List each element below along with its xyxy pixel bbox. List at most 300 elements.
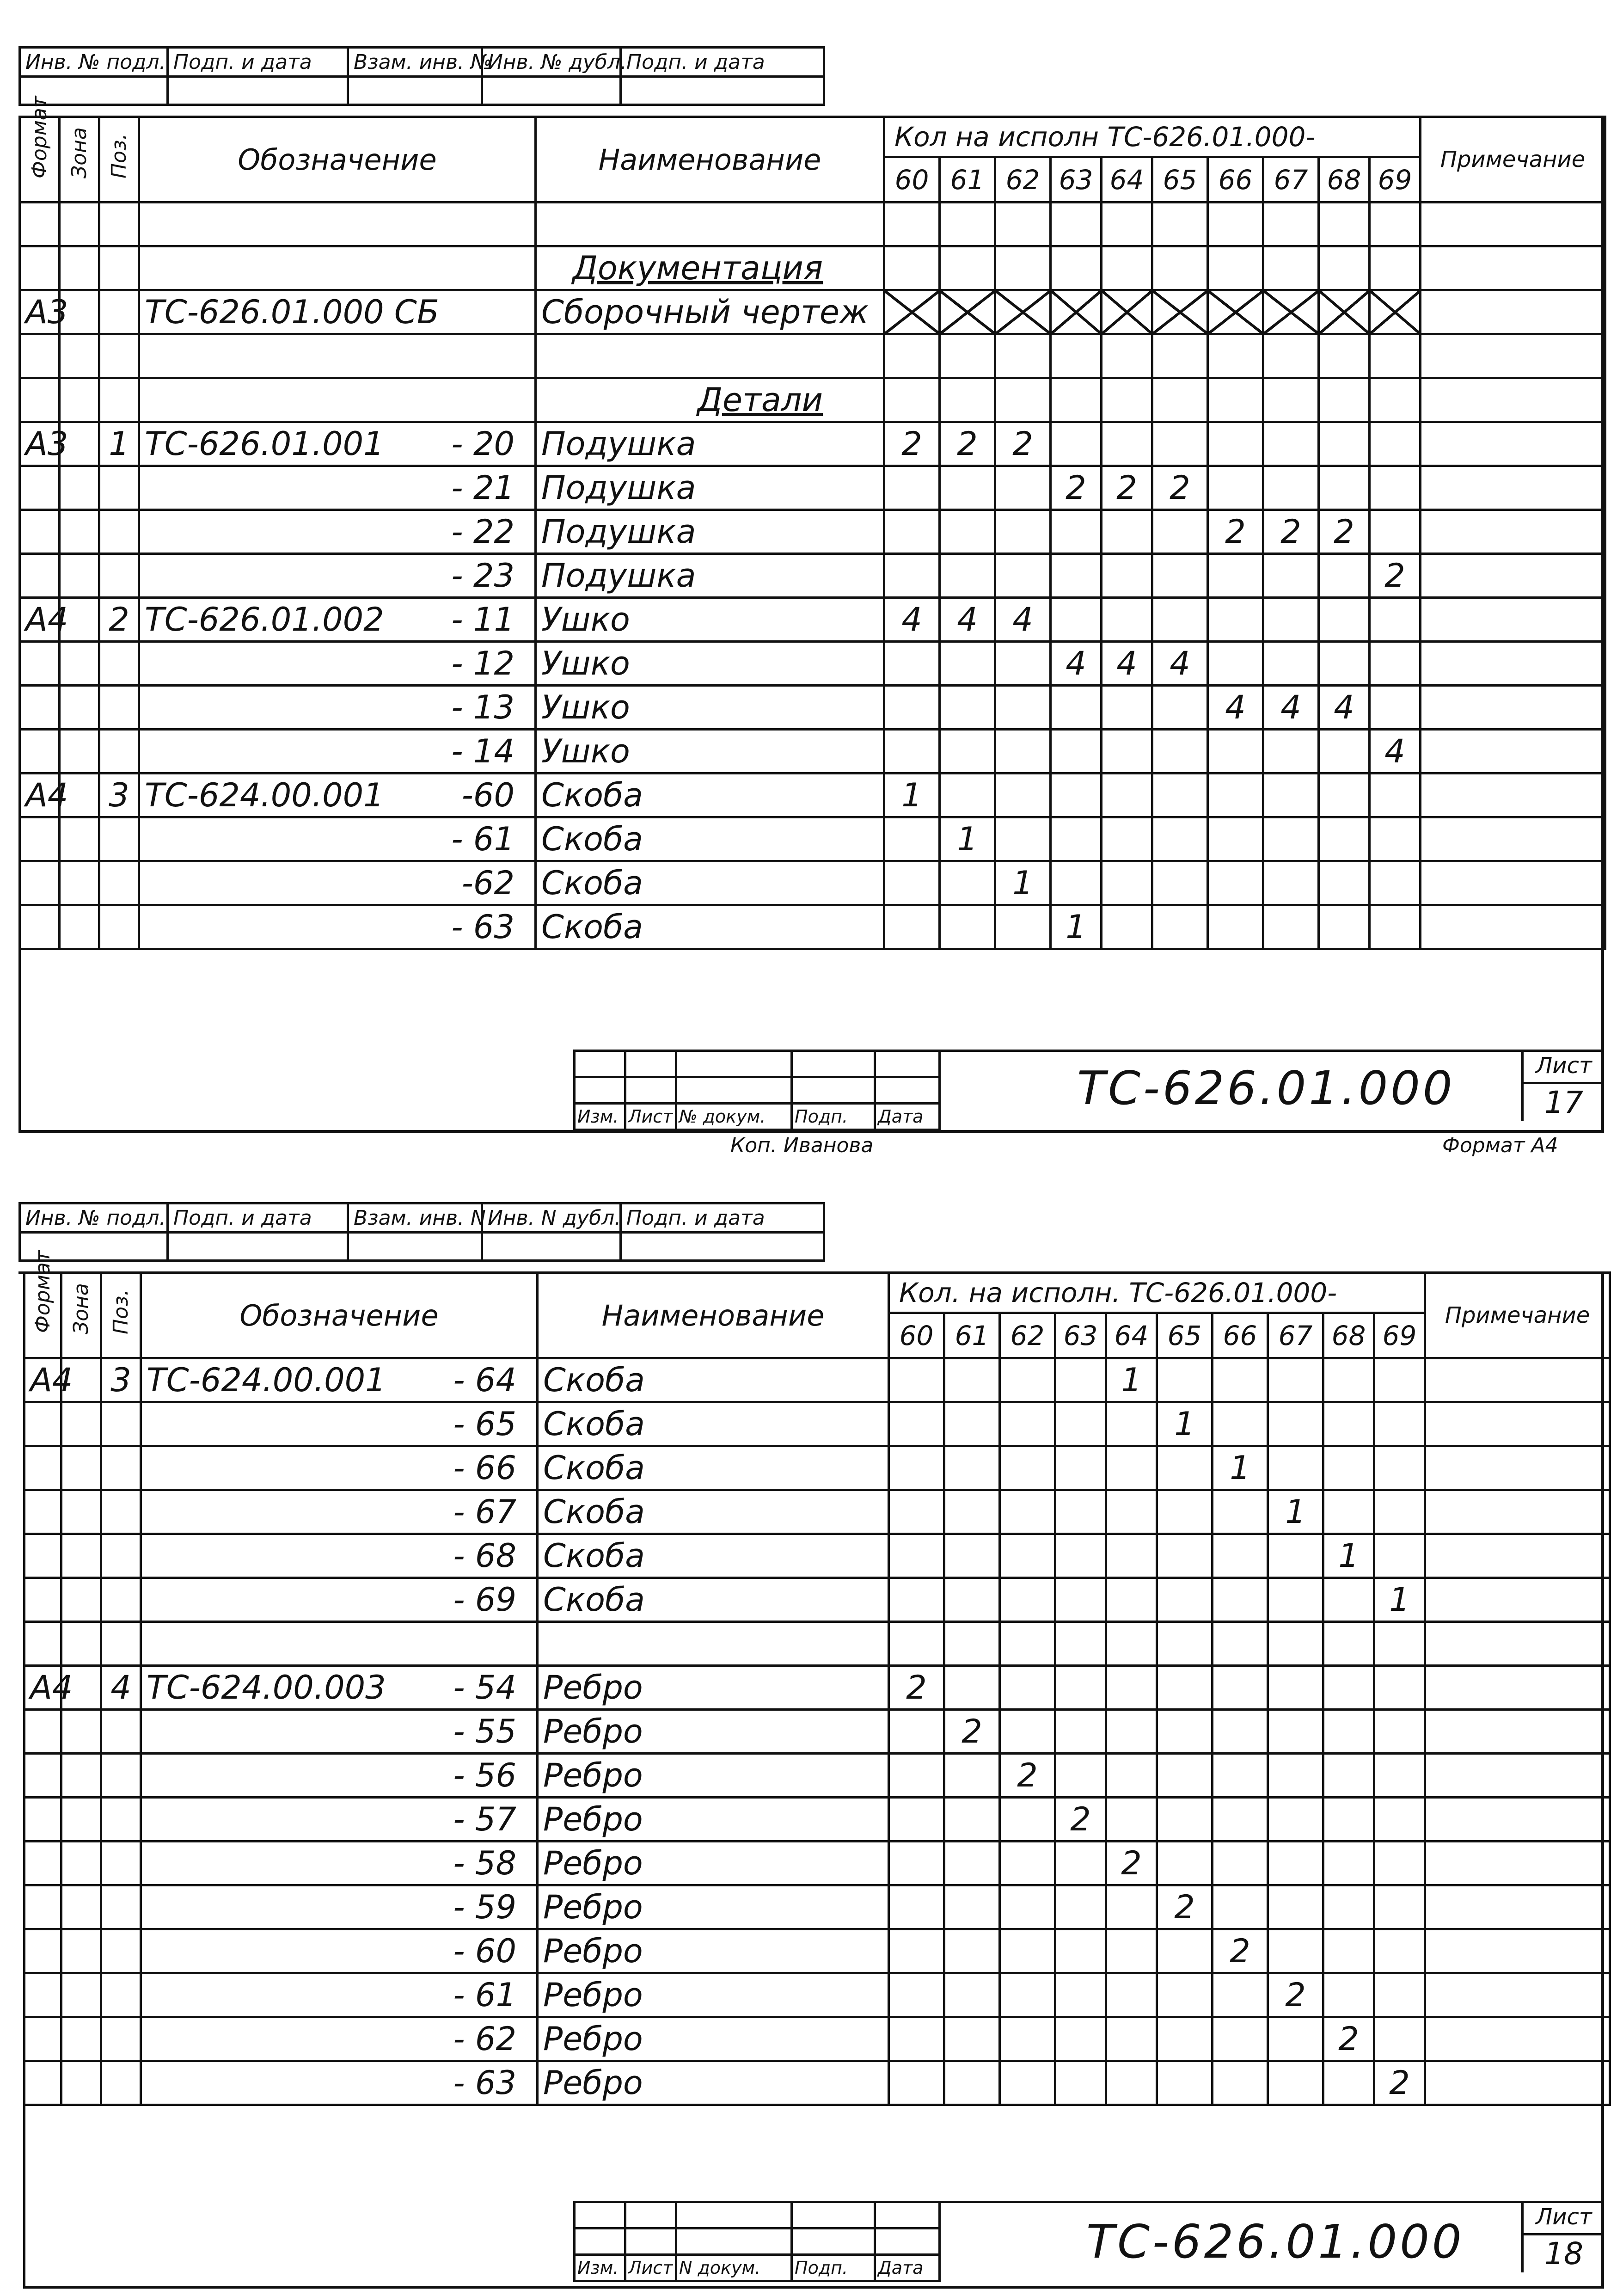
cell-pos	[101, 1929, 141, 1973]
spec-row	[24, 1973, 1610, 2017]
cell-qty	[1319, 246, 1370, 290]
cell-zone	[61, 1402, 101, 1446]
title-block-revisions	[573, 1050, 941, 1131]
cell-qty	[1051, 334, 1102, 378]
cell-qty	[1102, 554, 1152, 598]
cell-name: Ребро	[538, 1798, 889, 1842]
cell-qty	[1263, 334, 1319, 378]
designation-suffix: - 63	[453, 2064, 516, 2102]
col-variant: 65	[1157, 1313, 1213, 1358]
cell-name: Ребро	[538, 1842, 889, 1885]
cell-zone	[60, 642, 99, 686]
cell-qty	[1051, 203, 1102, 246]
cell-qty	[884, 554, 940, 598]
designation-suffix: - 23	[451, 557, 514, 595]
cell-qty	[1106, 2017, 1157, 2061]
cell-qty	[1268, 1534, 1323, 1578]
cell-qty	[1106, 1446, 1157, 1490]
cell-qty: 4	[995, 598, 1051, 642]
col-format: Формат	[24, 1273, 61, 1358]
cell-qty	[1268, 1578, 1323, 1622]
cell-qty	[1152, 203, 1208, 246]
cell-qty	[889, 1929, 944, 1973]
cell-qty	[1263, 774, 1319, 817]
cell-qty	[1051, 730, 1102, 774]
cell-qty	[1106, 1798, 1157, 1842]
cell-qty: 4	[884, 598, 940, 642]
cell-qty	[940, 642, 995, 686]
cell-qty	[1106, 1534, 1157, 1578]
cell-qty: 2	[1102, 466, 1152, 510]
cell-qty	[1370, 334, 1421, 378]
col-variant: 64	[1102, 157, 1152, 203]
cell-qty	[1152, 598, 1208, 642]
cell-qty	[1051, 686, 1102, 730]
cell-note	[1425, 1973, 1610, 2017]
cell-qty	[1374, 1710, 1425, 1754]
cell-note	[1421, 774, 1605, 817]
cell-qty	[1102, 774, 1152, 817]
cell-qty	[1319, 861, 1370, 905]
designation-suffix: - 68	[453, 1537, 516, 1575]
cell-qty	[1208, 642, 1263, 686]
cell-qty	[1319, 905, 1370, 949]
cell-qty	[1268, 1358, 1323, 1402]
cell-qty	[1157, 2061, 1213, 2105]
cell-qty	[940, 203, 995, 246]
cell-qty	[1000, 1710, 1055, 1754]
cell-qty	[1055, 1666, 1106, 1710]
cell-qty	[1055, 1754, 1106, 1798]
cell-qty	[1323, 2061, 1374, 2105]
cell-note	[1425, 1929, 1610, 1973]
cell-name: Скоба	[538, 1402, 889, 1446]
col-variant: 60	[889, 1313, 944, 1358]
cell-qty	[1000, 1929, 1055, 1973]
spec-row	[24, 1534, 1610, 1578]
cell-designation	[139, 466, 536, 510]
cell-qty	[1319, 817, 1370, 861]
cell-note	[1425, 2017, 1610, 2061]
cell-zone	[60, 686, 99, 730]
cell-qty	[940, 334, 995, 378]
spec-row	[24, 1402, 1610, 1446]
cell-zone	[60, 905, 99, 949]
tb-label: Дата	[875, 2255, 940, 2281]
designation-suffix: - 57	[453, 1800, 516, 1838]
cell-note	[1421, 598, 1605, 642]
cell-designation	[139, 642, 536, 686]
cell-name: Скоба	[538, 1446, 889, 1490]
col-note: Примечание	[1421, 117, 1605, 203]
cell-qty	[1263, 203, 1319, 246]
designation-suffix: - 65	[453, 1405, 516, 1443]
cell-qty	[1374, 1929, 1425, 1973]
cell-qty	[884, 290, 940, 334]
cell-pos	[99, 466, 139, 510]
cell-format: А3	[20, 290, 60, 334]
cell-qty	[995, 774, 1051, 817]
cell-qty	[1374, 1402, 1425, 1446]
cell-qty	[1323, 1710, 1374, 1754]
cell-name: Ребро	[538, 1754, 889, 1798]
designation-suffix: - 67	[453, 1493, 516, 1531]
cell-qty	[1106, 1973, 1157, 2017]
cell-qty	[1323, 1929, 1374, 1973]
cell-qty	[1263, 290, 1319, 334]
cell-qty	[1157, 1929, 1213, 1973]
cell-format	[24, 1622, 61, 1666]
cell-qty	[940, 246, 995, 290]
cell-qty	[1213, 1754, 1268, 1798]
cell-qty	[1323, 1402, 1374, 1446]
cell-zone	[61, 1929, 101, 1973]
cell-qty	[944, 1534, 1000, 1578]
cell-qty: 4	[1152, 642, 1208, 686]
cell-format	[20, 905, 60, 949]
col-variant: 67	[1268, 1313, 1323, 1358]
cell-format	[24, 2061, 61, 2105]
cell-zone	[60, 378, 99, 422]
tb-label: Лист	[625, 1104, 676, 1130]
cell-format: А4	[20, 774, 60, 817]
cell-zone	[61, 1754, 101, 1798]
cell-designation	[141, 1666, 538, 1710]
cell-qty	[1370, 861, 1421, 905]
cell-qty	[1319, 203, 1370, 246]
cell-format	[24, 1402, 61, 1446]
cell-qty	[1208, 554, 1263, 598]
cell-qty	[995, 642, 1051, 686]
sheet-number-box	[1521, 2201, 1604, 2272]
cell-qty: 2	[1374, 2061, 1425, 2105]
cell-note	[1425, 1402, 1610, 1446]
stamp-header: Подп. и дата	[621, 48, 824, 77]
cell-qty	[1268, 1446, 1323, 1490]
cell-qty	[1152, 422, 1208, 466]
spec-row	[20, 203, 1605, 246]
cell-qty	[1051, 598, 1102, 642]
cell-qty	[1268, 1622, 1323, 1666]
cell-qty	[1268, 1754, 1323, 1798]
cell-format	[20, 686, 60, 730]
spec-row	[24, 1622, 1610, 1666]
tb-label: Подп.	[792, 2255, 875, 2281]
cell-qty	[1374, 1446, 1425, 1490]
cell-format: А4	[24, 1358, 61, 1402]
cell-qty	[1374, 1622, 1425, 1666]
cell-qty: 1	[1106, 1358, 1157, 1402]
cell-qty	[1213, 2061, 1268, 2105]
cell-qty	[889, 1885, 944, 1929]
cell-qty	[1102, 730, 1152, 774]
cell-qty	[1208, 774, 1263, 817]
cell-format	[24, 1842, 61, 1885]
cell-qty	[1263, 730, 1319, 774]
cell-qty	[940, 554, 995, 598]
designation-suffix: - 12	[451, 645, 514, 682]
cell-pos	[99, 730, 139, 774]
col-variant: 60	[884, 157, 940, 203]
cell-qty	[884, 246, 940, 290]
cell-format: А3	[20, 422, 60, 466]
cell-format: А4	[24, 1666, 61, 1710]
cell-qty	[1102, 378, 1152, 422]
cell-zone	[61, 1798, 101, 1842]
cell-format	[24, 1973, 61, 2017]
cell-qty	[1102, 290, 1152, 334]
col-variant: 68	[1319, 157, 1370, 203]
cell-format	[20, 861, 60, 905]
cell-name: Ушко	[536, 598, 884, 642]
designation-suffix: - 13	[451, 688, 514, 726]
cell-qty	[889, 1358, 944, 1402]
cell-format	[20, 203, 60, 246]
cell-qty	[1152, 905, 1208, 949]
spec-row	[20, 598, 1605, 642]
cell-qty	[1102, 246, 1152, 290]
cell-note	[1421, 510, 1605, 554]
col-name: Наименование	[536, 117, 884, 203]
cell-qty: 2	[1268, 1973, 1323, 2017]
cell-qty	[1268, 1885, 1323, 1929]
cell-qty	[940, 730, 995, 774]
cell-qty	[1152, 246, 1208, 290]
cell-qty	[1374, 1754, 1425, 1798]
cell-qty	[1370, 466, 1421, 510]
cell-qty	[1213, 1885, 1268, 1929]
cell-qty	[1106, 1710, 1157, 1754]
designation-suffix: - 11	[451, 601, 514, 638]
cell-name	[536, 203, 884, 246]
col-variant: 66	[1208, 157, 1263, 203]
cell-qty	[940, 774, 995, 817]
cell-qty	[1152, 510, 1208, 554]
cell-qty: 2	[944, 1710, 1000, 1754]
designation-suffix: - 55	[453, 1713, 516, 1750]
cell-qty	[1102, 817, 1152, 861]
cell-designation	[139, 554, 536, 598]
designation-suffix: - 54	[453, 1669, 516, 1707]
cell-name	[538, 1622, 889, 1666]
cell-qty	[1208, 598, 1263, 642]
spec-row	[24, 1666, 1610, 1710]
cell-zone	[60, 246, 99, 290]
cell-qty	[1000, 1446, 1055, 1490]
col-pos: Поз.	[101, 1273, 141, 1358]
cell-qty	[1102, 510, 1152, 554]
cell-designation	[139, 774, 536, 817]
cell-qty	[1208, 203, 1263, 246]
cell-qty	[889, 1710, 944, 1754]
designation-suffix: - 69	[453, 1581, 516, 1619]
spec-row	[20, 334, 1605, 378]
cell-pos	[101, 2017, 141, 2061]
col-variant: 62	[1000, 1313, 1055, 1358]
cell-qty	[1055, 1578, 1106, 1622]
sheet-label: Лист	[1524, 2201, 1604, 2235]
cell-qty	[944, 1358, 1000, 1402]
cell-qty	[995, 246, 1051, 290]
cell-name: Скоба	[536, 817, 884, 861]
col-qty-title: Кол на исполн ТС-626.01.000-	[884, 117, 1421, 157]
cell-qty	[1102, 686, 1152, 730]
cell-designation	[141, 1402, 538, 1446]
cell-qty	[1319, 598, 1370, 642]
cell-qty	[889, 1578, 944, 1622]
cell-qty	[1268, 2017, 1323, 2061]
cell-pos	[101, 1710, 141, 1754]
cell-note	[1425, 2061, 1610, 2105]
designation-suffix: - 58	[453, 1844, 516, 1882]
cell-designation	[141, 1446, 538, 1490]
col-name: Наименование	[538, 1273, 889, 1358]
cell-qty	[884, 686, 940, 730]
cell-note	[1425, 1446, 1610, 1490]
cell-note	[1421, 246, 1605, 290]
cell-qty	[1157, 1622, 1213, 1666]
cell-qty: 1	[884, 774, 940, 817]
designation-suffix: - 66	[453, 1449, 516, 1487]
cell-qty	[1323, 1490, 1374, 1534]
stamp-header: Взам. инв. №	[348, 48, 482, 77]
cell-qty	[1374, 1842, 1425, 1885]
cell-name: Скоба	[538, 1490, 889, 1534]
cell-qty	[1374, 2017, 1425, 2061]
designation-code: ТС-624.00.001	[147, 1361, 386, 1399]
designation-code: ТС-624.00.003	[147, 1669, 386, 1707]
cell-qty	[889, 2017, 944, 2061]
designation-suffix: - 14	[451, 732, 514, 770]
cell-name: Скоба	[538, 1534, 889, 1578]
cell-qty	[944, 2017, 1000, 2061]
designation-code: ТС-626.01.002	[145, 601, 384, 638]
cell-format	[20, 817, 60, 861]
cell-qty	[1055, 1842, 1106, 1885]
cell-note	[1421, 861, 1605, 905]
cell-qty	[1263, 466, 1319, 510]
cell-qty	[995, 554, 1051, 598]
cell-note	[1425, 1754, 1610, 1798]
cell-note	[1421, 203, 1605, 246]
cell-qty	[1000, 1973, 1055, 2017]
cell-qty	[889, 1490, 944, 1534]
cell-qty	[1152, 290, 1208, 334]
cell-qty	[1051, 378, 1102, 422]
stamp-header: Подп. и дата	[168, 1203, 348, 1233]
cell-qty: 2	[995, 422, 1051, 466]
cell-qty	[1106, 1578, 1157, 1622]
cell-qty: 2	[1213, 1929, 1268, 1973]
cell-designation	[139, 861, 536, 905]
spec-row	[24, 1710, 1610, 1754]
cell-qty: 2	[1208, 510, 1263, 554]
cell-qty: 2	[940, 422, 995, 466]
cell-qty	[884, 861, 940, 905]
cell-qty	[1152, 817, 1208, 861]
cell-name: Подушка	[536, 554, 884, 598]
cell-qty	[1000, 1358, 1055, 1402]
cell-name: Ребро	[538, 2017, 889, 2061]
cell-pos	[99, 334, 139, 378]
cell-qty	[1051, 554, 1102, 598]
cell-qty	[1374, 1490, 1425, 1534]
designation-suffix: - 61	[451, 820, 514, 858]
spec-row	[20, 817, 1605, 861]
cell-name: Ребро	[538, 1666, 889, 1710]
cell-qty	[1051, 861, 1102, 905]
cell-pos	[101, 1534, 141, 1578]
cell-name: Сборочный чертеж	[536, 290, 884, 334]
cell-format	[24, 1798, 61, 1842]
cell-qty	[1208, 861, 1263, 905]
col-variant: 66	[1213, 1313, 1268, 1358]
cell-qty	[1213, 2017, 1268, 2061]
cell-designation	[141, 1973, 538, 2017]
cell-qty	[944, 1578, 1000, 1622]
cell-qty	[995, 466, 1051, 510]
spec-row	[24, 1842, 1610, 1885]
sheet-number: 18	[1544, 2236, 1583, 2271]
cell-qty	[1000, 1885, 1055, 1929]
cell-pos	[99, 378, 139, 422]
cell-qty	[1152, 730, 1208, 774]
sheet-number: 17	[1544, 1085, 1583, 1120]
cell-qty	[1213, 1798, 1268, 1842]
cell-qty	[889, 1842, 944, 1885]
cell-name: Скоба	[538, 1578, 889, 1622]
cell-qty	[1263, 905, 1319, 949]
cell-format	[24, 1490, 61, 1534]
cell-qty	[884, 378, 940, 422]
tb-label: Подп.	[792, 1104, 875, 1130]
cell-pos	[99, 246, 139, 290]
cell-qty: 2	[1323, 2017, 1374, 2061]
designation-suffix: - 63	[451, 908, 514, 946]
cell-qty	[1157, 1534, 1213, 1578]
spec-table-17	[18, 95, 1606, 950]
cell-qty	[889, 1402, 944, 1446]
cell-name: Ребро	[538, 1885, 889, 1929]
cell-qty	[1055, 1402, 1106, 1446]
cell-qty	[1268, 2061, 1323, 2105]
cell-designation	[141, 2061, 538, 2105]
cell-note	[1421, 905, 1605, 949]
cell-qty	[995, 290, 1051, 334]
cell-qty	[1323, 1446, 1374, 1490]
cell-pos: 1	[99, 422, 139, 466]
cell-qty	[1319, 290, 1370, 334]
stamp-header: Инв. N дубл.	[482, 1203, 621, 1233]
col-note: Примечание	[1425, 1273, 1610, 1358]
cell-qty: 1	[1268, 1490, 1323, 1534]
cell-qty	[1213, 1358, 1268, 1402]
cell-qty	[1000, 1798, 1055, 1842]
cell-format	[20, 378, 60, 422]
cell-qty	[1157, 2017, 1213, 2061]
cell-qty	[1106, 1885, 1157, 1929]
spec-row	[24, 1578, 1610, 1622]
cell-pos	[99, 817, 139, 861]
cell-qty: 2	[1370, 554, 1421, 598]
col-zone: Зона	[60, 117, 99, 203]
col-variant: 62	[995, 157, 1051, 203]
cell-qty: 1	[1051, 905, 1102, 949]
cell-qty	[1208, 730, 1263, 774]
cell-pos	[99, 203, 139, 246]
cell-name: Ушко	[536, 642, 884, 686]
cell-pos	[101, 1754, 141, 1798]
